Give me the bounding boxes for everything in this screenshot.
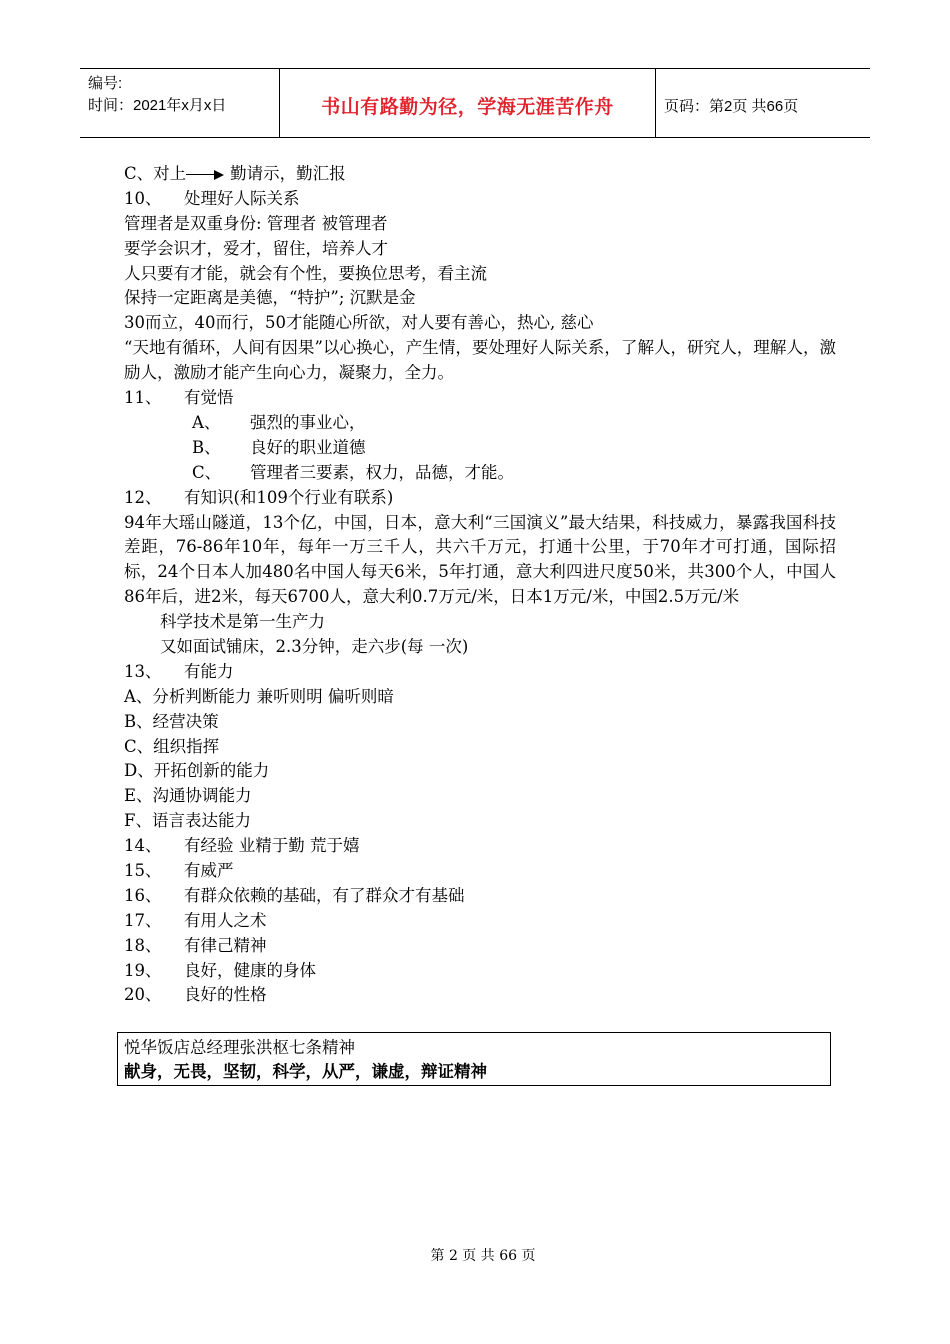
item-number: 18、: [124, 935, 162, 955]
sub-item-c: [124, 461, 836, 486]
item-17: [124, 909, 836, 934]
ability-item: E、沟通协调能力: [124, 786, 252, 806]
item-12: [124, 486, 836, 511]
ability-item: C、组织指挥: [124, 736, 220, 756]
item-text: 有律己精神: [184, 935, 267, 955]
item-13: [124, 660, 836, 685]
arrow-right-icon: [186, 170, 226, 180]
item-text: 良好，健康的身体: [184, 960, 316, 980]
header-page-info: 页码：第2页 共66页: [664, 97, 799, 115]
item-text: 处理好人际关系: [184, 188, 300, 208]
item-18: [124, 934, 836, 959]
sub-item-text: 管理者三要素，权力，品德，才能。: [250, 462, 514, 482]
document-body: [124, 162, 836, 1008]
item-number: 11、: [124, 388, 162, 408]
paragraph-line: 管理者是双重身份: 管理者 被管理者: [124, 213, 388, 233]
ability-item: B、经营决策: [124, 711, 219, 731]
sub-item-text: 强烈的事业心，: [250, 412, 366, 432]
item-14: [124, 834, 836, 859]
paragraph-block: 94年大瑶山隧道，13个亿，中国，日本，意大利“三国演义”最大结果，科技威力，暴露我国科技差距，76-86年10年，每年一万三千人，共六千万元，打通十公里，于70年才可打通，国际招标，24个日本人加480名中国人每天6米，5年打通，意大利四进尺度50米，共300个人，中国人86年后，进2米，每天6700人，意大利0.7万元/米，日本1万元/米，中国2.5万元/米: [124, 512, 836, 607]
paragraph-line: 30而立，40而行，50才能随心所欲，对人要有善心，热心, 慈心: [124, 313, 594, 333]
item-20: [124, 983, 836, 1008]
item-number: 20、: [124, 985, 162, 1005]
item-text: 有知识(和109个行业有联系): [184, 487, 394, 507]
ability-item: D、开拓创新的能力: [124, 761, 270, 781]
paragraph-block: “天地有循环，人间有因果”以心换心，产生情，要处理好人际关系，了解人，研究人，理解人，激励人，激励才能产生向心力，凝聚力，全力。: [124, 338, 836, 383]
c-line: [124, 162, 836, 187]
item-text: 有威严: [184, 861, 234, 881]
spirit-box-text: 献身，无畏，坚韧，科学，从严，谦虚，辩证精神: [124, 1062, 487, 1081]
item-number: 13、: [124, 661, 162, 681]
item-text: 有群众依赖的基础，有了群众才有基础: [184, 885, 465, 905]
item-number: 15、: [124, 861, 162, 881]
sub-item-text: 良好的职业道德: [250, 437, 366, 457]
item-text: 有用人之术: [184, 910, 267, 930]
sub-item-b: [124, 436, 836, 461]
item-text: 有能力: [184, 661, 234, 681]
ability-item: A、分析判断能力 兼听则明 偏听则暗: [124, 686, 394, 706]
header-motto-cell: [280, 69, 656, 137]
paragraph-line: 人只要有才能，就会有个性，要换位思考，看主流: [124, 263, 487, 283]
document-number-label: 编号:: [88, 75, 123, 92]
item-number: 16、: [124, 885, 162, 905]
item-number: 14、: [124, 836, 162, 856]
sub-item-label: C、: [192, 462, 222, 482]
sub-item-label: B、: [192, 437, 221, 457]
item-number: 17、: [124, 910, 162, 930]
document-date: 时间：2021年x月x日: [88, 97, 227, 114]
item-11: [124, 386, 836, 411]
header-meta: [80, 69, 280, 137]
page-footer: 第 2 页 共 66 页: [430, 1248, 536, 1264]
item-text: 有经验 业精于勤 荒于嬉: [184, 836, 360, 856]
item-number: 19、: [124, 960, 162, 980]
paragraph-line: 要学会识才，爱才，留住，培养人才: [124, 238, 388, 258]
item-16: [124, 884, 836, 909]
item-15: [124, 859, 836, 884]
item-number: 12、: [124, 487, 162, 507]
page-header: [80, 68, 870, 138]
item-text: 良好的性格: [184, 985, 267, 1005]
header-motto: 书山有路勤为径，学海无涯苦作舟: [321, 95, 614, 118]
c-line-prefix: C、对上: [124, 164, 187, 183]
spirit-box: [117, 1032, 831, 1086]
c-line-suffix: 勤请示，勤汇报: [230, 164, 346, 183]
sub-item-label: A、: [192, 412, 221, 432]
item-10: [124, 187, 836, 212]
item-text: 有觉悟: [184, 388, 234, 408]
paragraph-line: 保持一定距离是美德，“特护”; 沉默是金: [124, 288, 416, 308]
ability-item: F、语言表达能力: [124, 811, 251, 831]
paragraph-line: 科学技术是第一生产力: [160, 612, 325, 632]
item-number: 10、: [124, 188, 162, 208]
spirit-box-title: 悦华饭店总经理张洪枢七条精神: [124, 1038, 355, 1057]
paragraph-line: 又如面试铺床，2.3分钟，走六步(每 一次): [160, 637, 469, 657]
item-19: [124, 959, 836, 984]
sub-item-a: [124, 411, 836, 436]
